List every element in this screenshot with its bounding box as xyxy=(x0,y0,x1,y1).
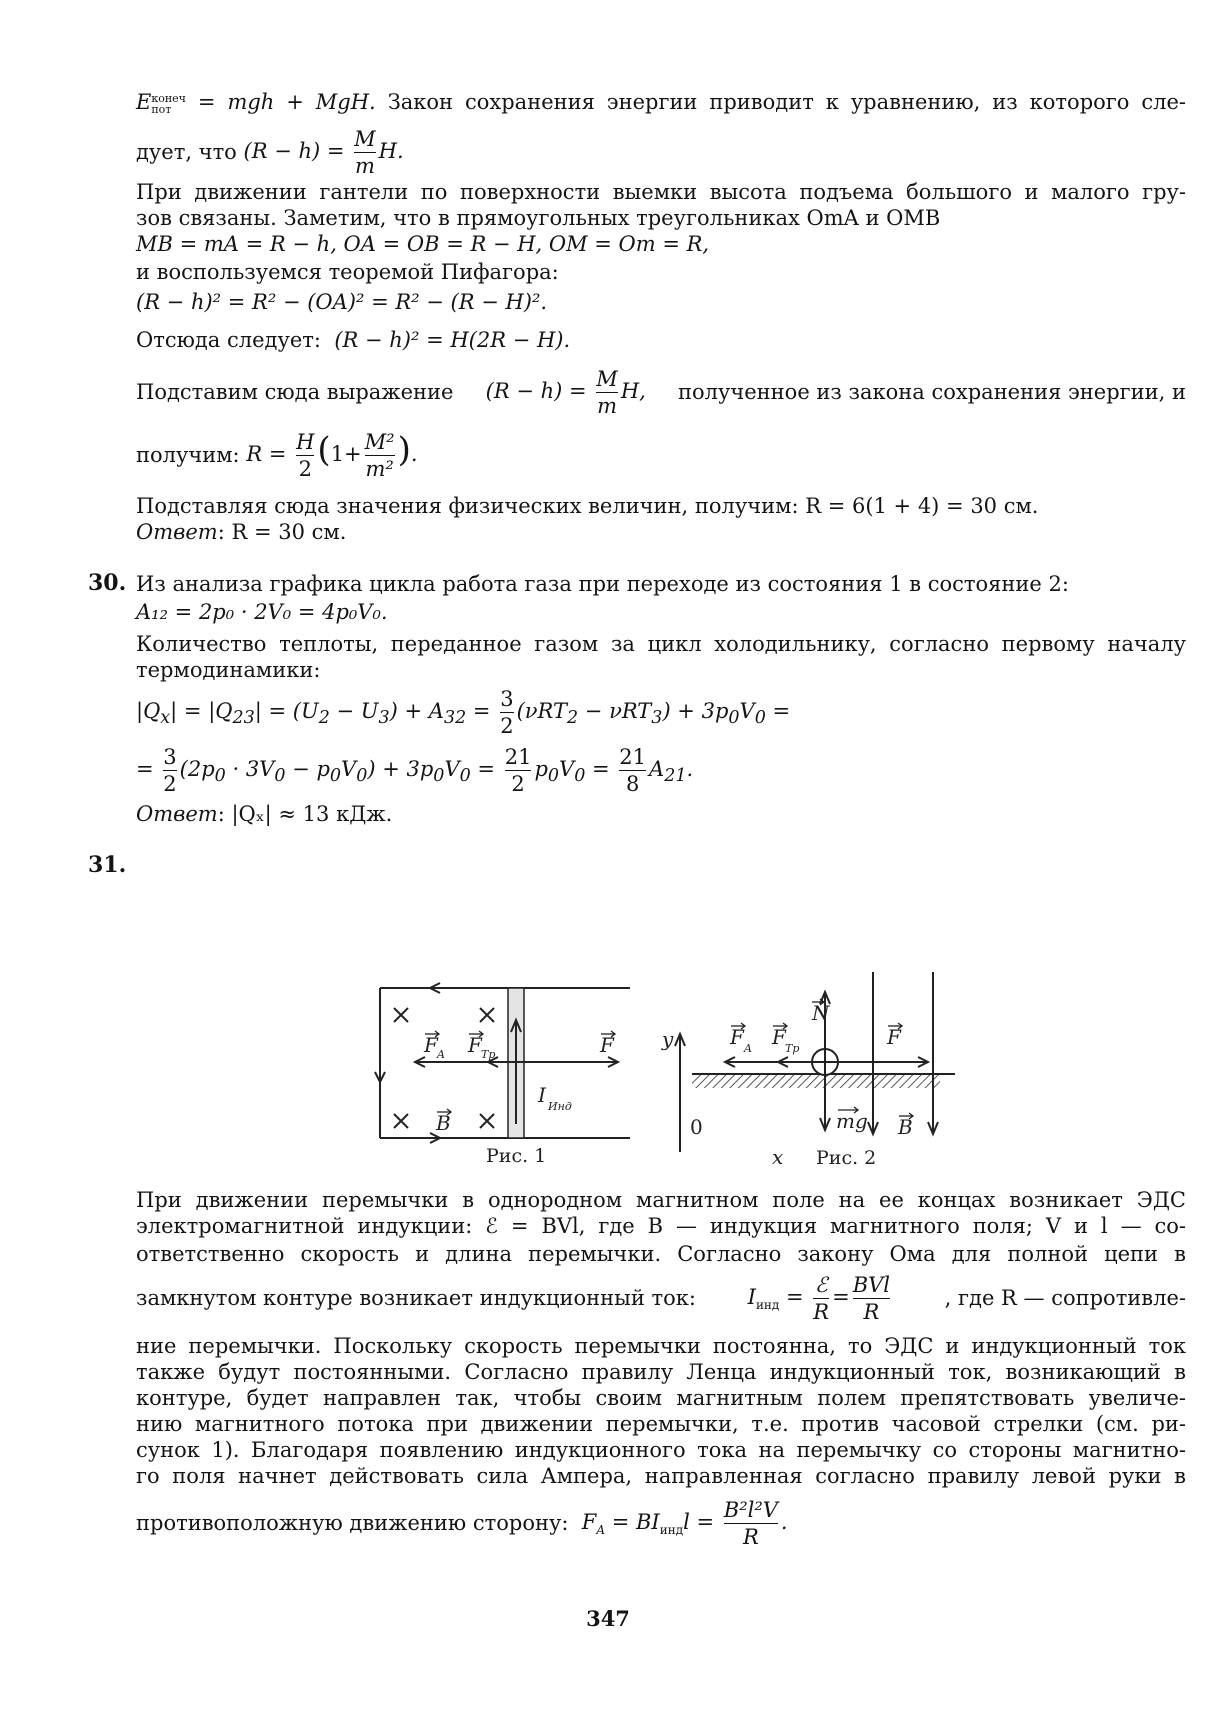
text-line: нию магнитного потока при движении перемычки, т.е. против часовой стрелки (см. ри- xyxy=(136,1412,1186,1436)
energy-formula: E конеч пот = mgh + MgH. xyxy=(136,90,376,116)
formula-line: A₁₂ = 2p₀ · 2V₀ = 4p₀V₀. xyxy=(136,600,388,624)
formula-line: MB = mA = R − h, OA = OB = R − H, OM = Om = R, xyxy=(136,232,710,256)
text-line xyxy=(136,364,1186,420)
text-span: дует, что xyxy=(136,140,237,164)
text-line: и воспользуемся теоремой Пифагора: xyxy=(136,260,559,284)
fig1-caption: Рис. 1 xyxy=(486,1145,547,1167)
text-span: замкнутом контуре возникает индукционный ток: xyxy=(136,1286,697,1310)
text-line: Количество теплоты, переданное газом за цикл холодильнику, согласно первому началу xyxy=(136,632,1186,656)
fig1-ftr-sub: Тр xyxy=(481,1048,496,1061)
answer-label: Ответ xyxy=(136,802,218,826)
fig2-zero-label: 0 xyxy=(690,1115,703,1139)
fig1-b-label: B xyxy=(436,1111,451,1135)
problem-number: 31. xyxy=(88,852,127,878)
text-span: получим: xyxy=(136,443,240,467)
answer-line xyxy=(136,518,1186,546)
formula-span: (R − h)² = H(2R − H). xyxy=(334,328,571,352)
text-line: контуре, будет направлен так, чтобы своим магнитным полем препятствовать увеличе- xyxy=(136,1386,1186,1410)
text-line: также будут постоянными. Согласно правилу Ленца индукционный ток, возникающий в xyxy=(136,1360,1186,1384)
text-line: При движении перемычки в однородном магнитном поле на ее концах возникает ЭДС xyxy=(136,1188,1186,1212)
text-span: Подставим сюда выражение xyxy=(136,380,454,404)
formula-line: (R − h)² = R² − (OA)² = R² − (R − H)². xyxy=(136,290,548,314)
answer-value: : |Qₓ| ≈ 13 кДж. xyxy=(217,802,393,826)
fig1-fa-sub: A xyxy=(437,1048,445,1061)
text-line xyxy=(136,326,1186,354)
text-span: , где R — сопротивле- xyxy=(944,1286,1186,1310)
answer-value: : R = 30 см. xyxy=(217,520,347,544)
formula-q-result: = $\frac{3}{2}$ $(2p_0 \cdot 3V_0 - p_0V_0) + 3p_0V_0$ = $\frac{21}{2}$ $p_0V_0$ = $\frac{21}{8}$ $A_{21}$. xyxy=(136,744,694,796)
formula-line xyxy=(136,684,1186,740)
problem-number: 30. xyxy=(88,570,127,596)
fig1-i-sub: Инд xyxy=(548,1100,572,1113)
formula-radius: R = $\frac{H}{2}$ (1+ $\frac{\text{M²}}{\text{m²}}$ ). xyxy=(246,429,418,481)
fig2-ftr-label: F xyxy=(772,1025,786,1049)
fig1-ftr-label: F xyxy=(468,1033,482,1057)
fig1-i-label: I xyxy=(538,1083,546,1107)
fig2-n-label: N xyxy=(812,1001,830,1025)
answer-line xyxy=(136,800,1186,828)
text-line: При движении гантели по поверхности выемки высота подъема большого и малого гру- xyxy=(136,180,1186,204)
text-line xyxy=(136,124,1186,180)
fig2-y-label: y xyxy=(662,1027,674,1051)
text-line: ответственно скорость и длина перемычки. Согласно закону Ома для полной цепи в xyxy=(136,1242,1186,1266)
text-span: полученное из закона сохранения энергии, и xyxy=(678,380,1186,404)
text-line xyxy=(136,1490,1186,1556)
page-number: 347 xyxy=(586,1606,630,1631)
text-span: Закон сохранения энергии приводит к уравнению, из которого сле- xyxy=(387,90,1186,114)
fig2-caption: Рис. 2 xyxy=(816,1147,877,1169)
formula-line xyxy=(136,742,1186,798)
text-span: Отсюда следует: xyxy=(136,328,321,352)
fig2-f-label: F xyxy=(887,1025,901,1049)
formula-ampere: $F_A = BI_{инд}l$ = $\frac{\text{B²l²V}}{R}$ . xyxy=(581,1497,788,1549)
formula-current: $I_{инд}$ = $\frac{\text{ℰ}}{R}$ = $\frac{\text{BVl}}{R}$ xyxy=(747,1272,891,1324)
fig2-x-label: x xyxy=(772,1145,784,1169)
text-line xyxy=(136,1268,1186,1328)
fig2-mg-label: mg xyxy=(836,1109,868,1133)
formula-rh: (R − h) = $\frac{M}{m}$ H, xyxy=(485,366,646,418)
text-line: Из анализа графика цикла работа газа при переходе из состояния 1 в состояние 2: xyxy=(136,572,1069,596)
text-span: противоположную движению сторону: xyxy=(136,1511,569,1535)
fig1-fa-label: F xyxy=(424,1033,438,1057)
text-line: сунок 1). Благодаря появлению индукционного тока на перемычку со стороны магнитно- xyxy=(136,1438,1186,1462)
text-line: ние перемычки. Поскольку скорость перемычки постоянна, то ЭДС и индукционный ток xyxy=(136,1334,1186,1358)
text-line: термодинамики: xyxy=(136,658,321,682)
answer-label: Ответ xyxy=(136,520,218,544)
figure-1 xyxy=(370,972,640,1168)
fig2-fa-label: F xyxy=(730,1025,744,1049)
fig2-ftr-sub: Тр xyxy=(785,1042,800,1055)
fig2-fa-sub: A xyxy=(744,1042,752,1055)
text-line: электромагнитной индукции: ℰ = BVl, где B — индукция магнитного поля; V и l — со- xyxy=(136,1214,1186,1238)
text-line xyxy=(136,88,1186,116)
text-line: го поля начнет действовать сила Ампера, направленная согласно правилу левой руки в xyxy=(136,1464,1186,1488)
formula-rh: (R − h) = $\frac{M}{m}$ H. xyxy=(243,126,404,178)
text-line: Подставляя сюда значения физических величин, получим: R = 6(1 + 4) = 30 см. xyxy=(136,494,1039,518)
fig2-b-label: B xyxy=(898,1115,913,1139)
fig1-f-label: F xyxy=(600,1033,614,1057)
text-line xyxy=(136,424,1186,486)
figure-2 xyxy=(660,962,970,1170)
formula-q: $|Q_x| = |Q_{23}| = (U_2 - U_3) + A_{32}$ = $\frac{3}{2}$ $(\nu RT_2 - \nu RT_3) + 3p_0V_0$ = xyxy=(136,686,791,738)
text-line: зов связаны. Заметим, что в прямоугольных треугольниках OmA и OMB xyxy=(136,206,941,230)
